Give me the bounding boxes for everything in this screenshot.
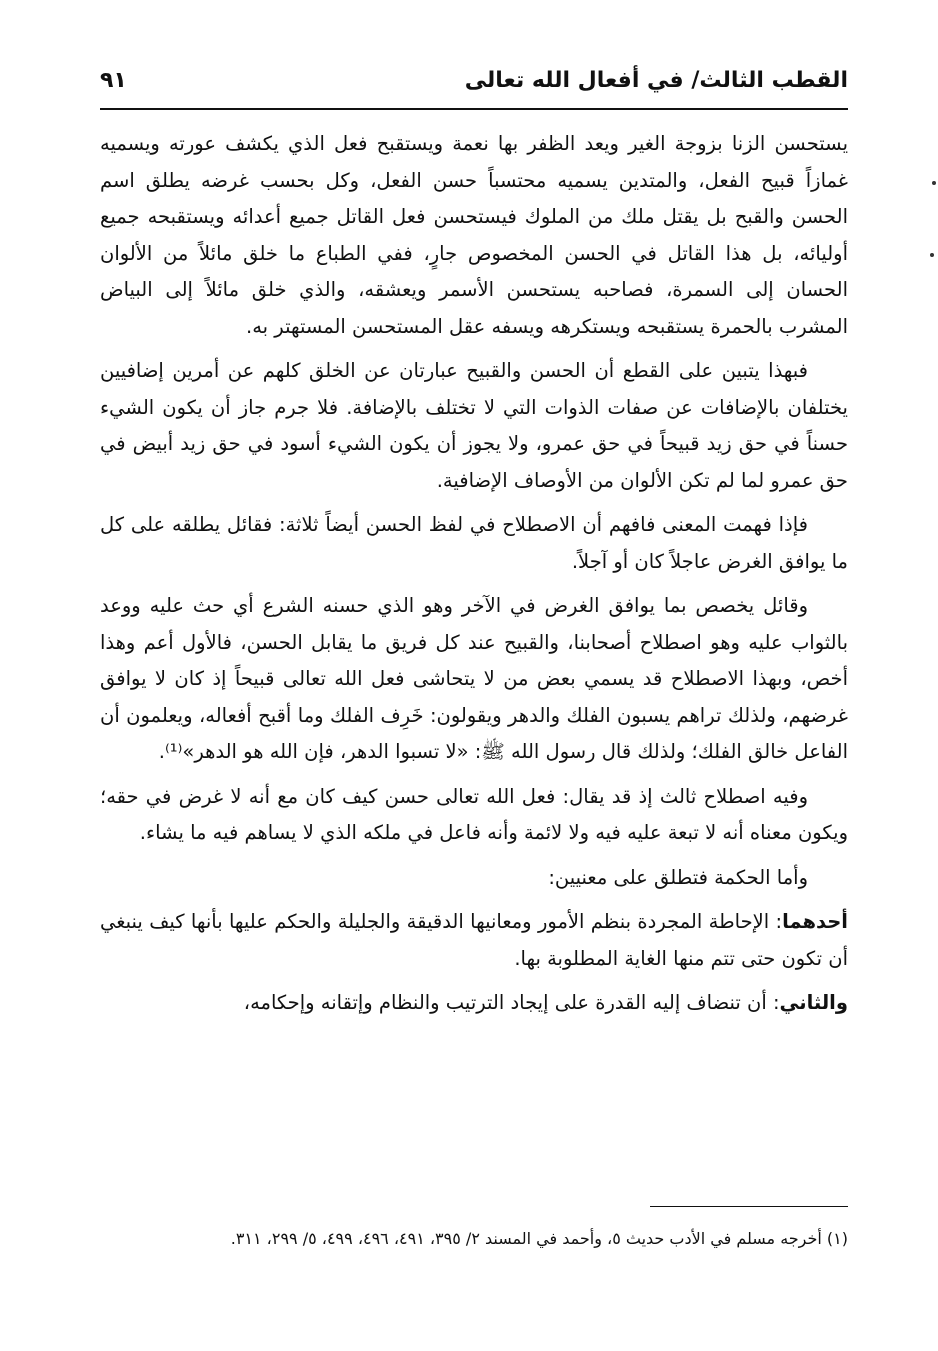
paragraph [100, 126, 848, 345]
body-text [100, 126, 848, 1030]
paragraph [100, 779, 848, 852]
paragraph-text: : أن تنضاف إليه القدرة على إيجاد الترتيب والنظام وإتقانه وإحكامه، [243, 991, 780, 1014]
page-header [100, 64, 848, 104]
header-rule [100, 108, 848, 110]
paragraph [100, 507, 848, 580]
page-number: ٩١ [100, 68, 127, 93]
paragraph-text: وقائل يخصص بما يوافق الغرض في الآخر وهو الذي حسنه الشرع أي حث عليه ووعد بالثواب عليه وهو اصطلاح أصحابنا، والقبيح عند كل فريق ما يقابل الحسن، فالأول أعم وهذا أخص، وبهذا الاصطلاح قد يسمي بعض من لا يتحاشى فعل الله تعالى قبيحاً إذ كان لا يوافق غرضهم، ولذلك تراهم يسبون الفلك والدهر ويقولون: خَرِف الفلك وما أقبح أفعاله، ويعلمون أن الفاعل خالق الفلك؛ ولذلك قال رسول الله ﷺ: «لا تسبوا الدهر، فإن الله هو الدهر»⁽¹⁾. [100, 594, 848, 763]
paragraph-text: فإذا فهمت المعنى فافهم أن الاصطلاح في لفظ الحسن أيضاً ثلاثة: فقائل يطلقه على كل ما يوافق الغرض عاجلاً كان أو آجلاً. [100, 513, 848, 573]
paragraph-text: يستحسن الزنا بزوجة الغير ويعد الظفر بها نعمة ويستقبح فعل الذي يكشف عورته ويسميه غمازاً قبيح الفعل، والمتدين يسميه محتسباً حسن الفعل، وكل بحسب غرضه يطلق اسم الحسن والقبح بل يقتل ملك من الملوك فيستحسن فعل القاتل جميع أعدائه ويستقبحه جميع أوليائه، بل هذا القاتل في الحسن المخصوص جارٍ، ففي الطباع ما خلق مائلاً من الألوان الحسان إلى السمرة، فصاحبه يستحسن الأسمر ويعشقه، والذي خلق مائلاً إلى البياض المشرب بالحمرة يستقبحه ويستكرهه ويسفه عقل المستحسن المستهتر به. [100, 132, 848, 338]
paragraph-text: وفيه اصطلاح ثالث إذ قد يقال: فعل الله تعالى حسن كيف كان مع أنه لا غرض في حقه؛ ويكون معناه أنه لا تبعة عليه فيه ولا لائمة وأنه فاعل في ملكه الذي لا يساهم فيه ما يشاء. [100, 784, 848, 844]
footnote-text: (١) أخرجه مسلم في الأدب حديث ٥، وأحمد في المسند ٢/ ٣٩٥، ٤٩١، ٤٩٦، ٤٩٩، ٥/ ٢٩٩، ٣١١. [230, 1229, 848, 1248]
paragraph-text: وأما الحكمة فتطلق على معنيين: [548, 865, 808, 889]
paragraph-text: : الإحاطة المجردة بنظم الأمور ومعانيها الدقيقة والجليلة والحكم عليها بأنها كيف ينبغي أن تكون حتى تتم منها الغاية المطلوبة بها. [100, 910, 848, 970]
footnote-rule [650, 1206, 848, 1207]
running-title: القطب الثالث/ في أفعال الله تعالى [464, 68, 848, 93]
margin-dot [930, 253, 934, 257]
paragraph [100, 353, 848, 499]
paragraph-lead-word: والثاني [779, 991, 848, 1014]
paragraph [100, 860, 848, 897]
paragraph-text: فبهذا يتبين على القطع أن الحسن والقبيح عبارتان عن الخلق كلهم عن أمرين إضافيين يختلفان بالإضافات عن صفات الذوات التي لا تختلف بالإضافة. فلا جرم جاز أن يكون الشيء حسناً في حق زيد قبيحاً في حق عمرو، ولا يجوز أن يكون الشيء أسود في حق زيد أبيض في حق عمرو لما لم تكن الألوان من الأوصاف الإضافية. [100, 359, 848, 492]
footnote [100, 1224, 848, 1254]
paragraph-lead-word: أحدهما [782, 910, 848, 933]
paragraph [100, 904, 848, 977]
paragraph [100, 588, 848, 771]
margin-dot [932, 181, 936, 185]
paragraph [100, 985, 848, 1022]
